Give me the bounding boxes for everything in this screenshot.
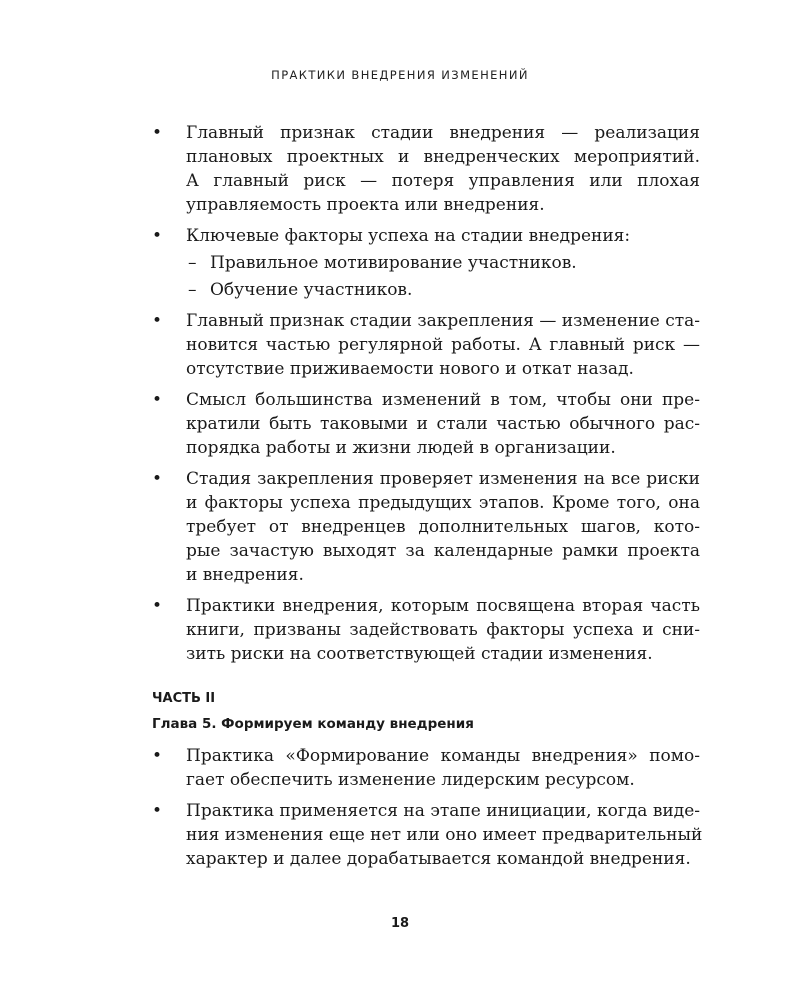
text-line: рые зачастую выходят за календарные рамки проекта xyxy=(186,541,700,561)
list-item xyxy=(152,121,700,217)
list-item xyxy=(152,388,700,460)
list-item xyxy=(152,799,703,871)
list-item xyxy=(152,744,700,792)
text-line: • Практика применяется на этапе инициации, когда виде- xyxy=(186,801,700,821)
text-line: и внедрения. xyxy=(186,565,304,585)
text-line: • Главный признак стадии внедрения — реализация xyxy=(186,123,700,143)
sub-list-item: – Обучение участников. xyxy=(186,278,700,302)
text-line: управляемость проекта или внедрения. xyxy=(186,195,545,215)
list-item xyxy=(152,467,700,587)
text-line: гает обеспечить изменение лидерским ресурсом. xyxy=(186,770,635,790)
text-line: ния изменения еще нет или оно имеет предварительный xyxy=(186,825,703,845)
text-line: кратили быть таковыми и стали частью обычного рас- xyxy=(186,414,700,434)
page-number: 18 xyxy=(390,916,410,931)
list-item xyxy=(152,594,700,666)
text-line: А главный риск — потеря управления или плохая xyxy=(186,171,700,191)
text-line: • Смысл большинства изменений в том, чтобы они пре- xyxy=(186,390,700,410)
text-line: зить риски на соответствующей стадии изменения. xyxy=(186,644,653,664)
text-line: • Практики внедрения, которым посвящена вторая часть xyxy=(186,596,700,616)
text-line: • Практика «Формирование команды внедрения» помо- xyxy=(186,746,700,766)
sub-list xyxy=(186,251,700,302)
chapter-title: Глава 5. Формируем команду внедрения xyxy=(152,716,474,732)
text-line: и факторы успеха предыдущих этапов. Кроме того, она xyxy=(186,493,700,513)
sub-list-item: – Правильное мотивирование участников. xyxy=(186,251,700,275)
text-line: отсутствие приживаемости нового и откат назад. xyxy=(186,359,634,379)
list-item xyxy=(152,224,700,302)
text-line: новится частью регулярной работы. А главный риск — xyxy=(186,335,700,355)
text-line: требует от внедренцев дополнительных шагов, кото- xyxy=(186,517,700,537)
text-line: книги, призваны задействовать факторы успеха и сни- xyxy=(186,620,700,640)
text-line: • Главный признак стадии закрепления — изменение ста- xyxy=(186,311,700,331)
text-line: плановых проектных и внедренческих мероприятий. xyxy=(186,147,700,167)
list-item xyxy=(152,309,700,381)
text-line: характер и далее дорабатывается командой внедрения. xyxy=(186,849,691,869)
chapter-bullet-list xyxy=(152,744,703,871)
running-head: ПРАКТИКИ ВНЕДРЕНИЯ ИЗМЕНЕНИЙ xyxy=(271,68,529,82)
text-line: порядка работы и жизни людей в организации. xyxy=(186,438,616,458)
part-title: ЧАСТЬ II xyxy=(152,691,216,706)
text-line: • Стадия закрепления проверяет изменения на все риски xyxy=(186,469,700,489)
text-line: • Ключевые факторы успеха на стадии внедрения: xyxy=(186,226,631,246)
summary-bullet-list xyxy=(152,121,700,666)
page-content xyxy=(152,121,703,878)
